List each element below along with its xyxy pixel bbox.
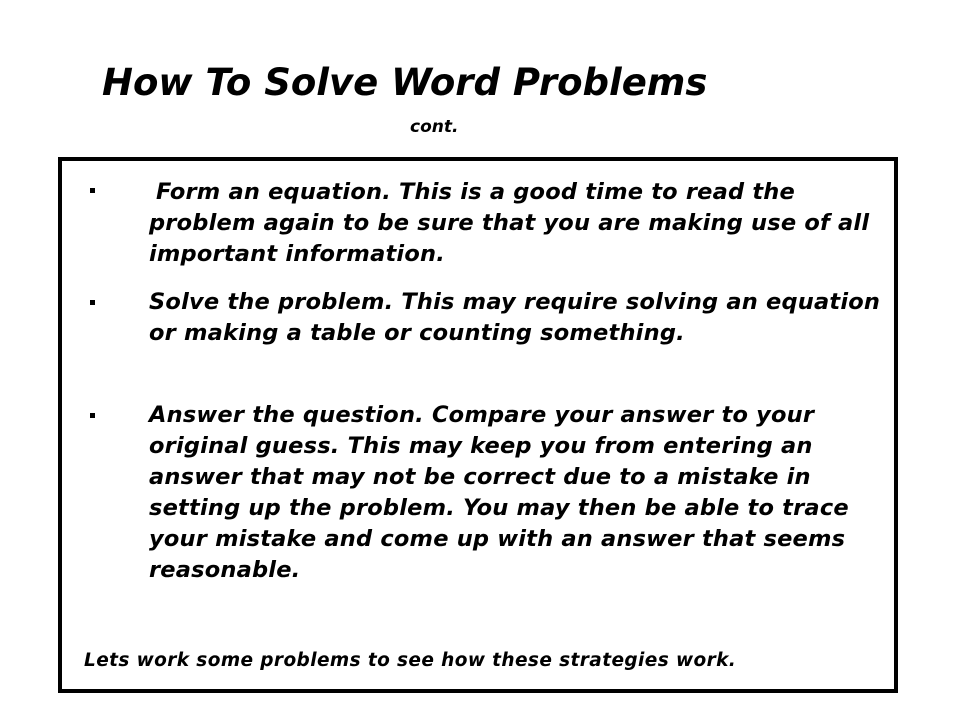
slide-subtitle: cont. <box>410 117 459 137</box>
bullet-text: Answer the question. Compare your answer to your original guess. This may keep you from entering an answer that may not be correct due to a mistake in setting up the problem. You may then be able to trace your mistake and come up with an answer that seems reasonable. <box>149 402 849 583</box>
square-bullet-icon <box>90 300 95 305</box>
bullet-text: Solve the problem. This may require solving an equation or making a table or counting something. <box>149 289 881 346</box>
square-bullet-icon <box>90 188 95 193</box>
bullet-text: Form an equation. This is a good time to read the problem again to be sure that you are making use of all important information. <box>149 179 870 267</box>
slide-title: How To Solve Word Problems <box>102 61 708 104</box>
content-box <box>58 157 898 693</box>
square-bullet-icon <box>90 413 95 418</box>
closing-line: Lets work some problems to see how these strategies work. <box>84 650 737 671</box>
